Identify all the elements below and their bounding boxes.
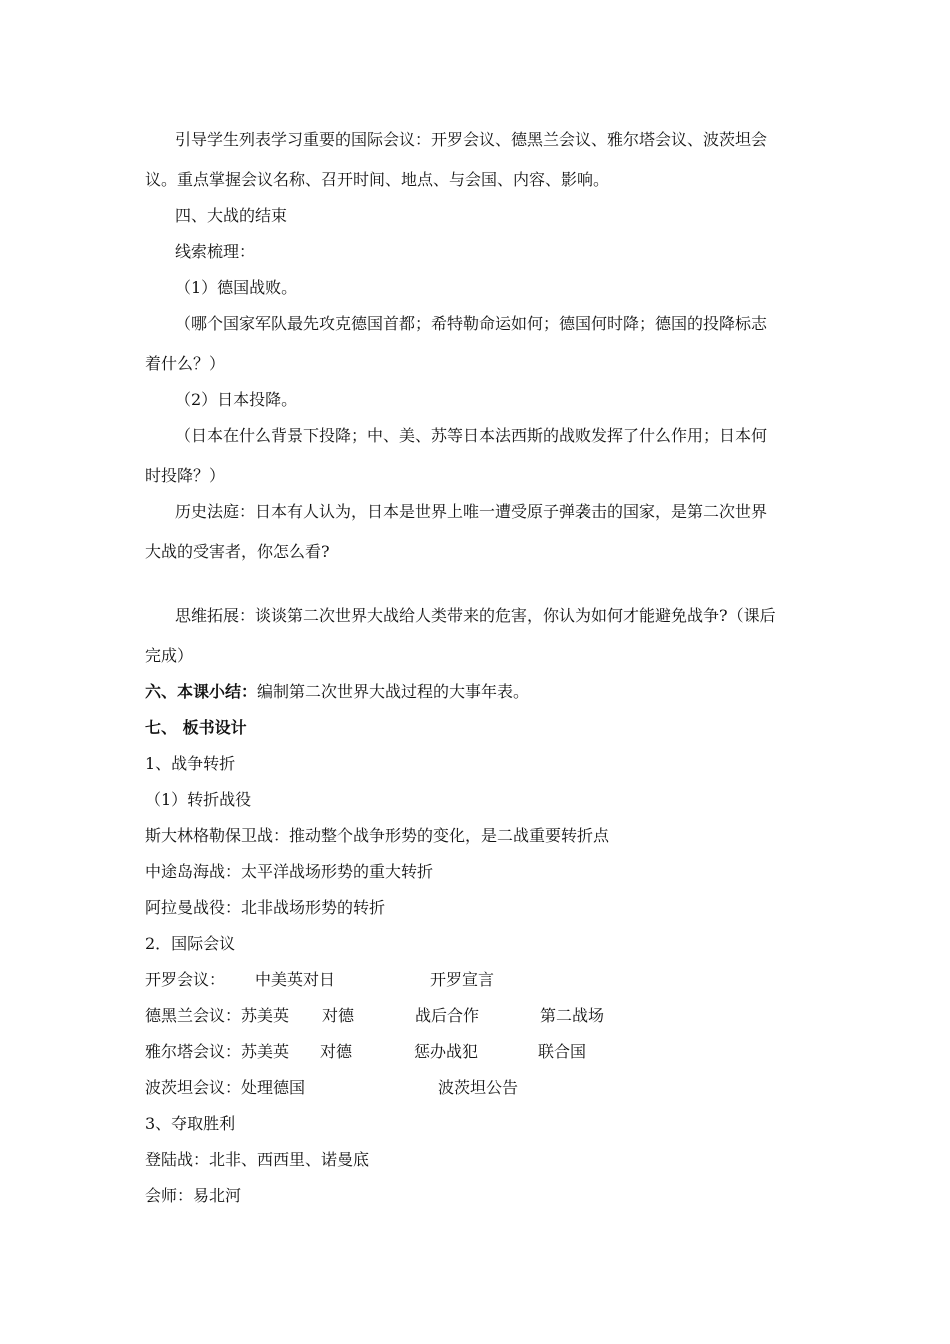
- conference-name: 开罗会议：: [145, 970, 226, 989]
- paragraph-line: 着什么？）: [145, 354, 226, 373]
- conference-cell: 联合国: [538, 1042, 587, 1061]
- paragraph-line: 时投降？）: [145, 466, 226, 485]
- conference-name: 德黑兰会议：苏美英: [145, 1006, 290, 1025]
- board-section-title: 1、战争转折: [145, 754, 236, 773]
- paragraph-line: 思维拓展：谈谈第二次世界大战给人类带来的危害，你认为如何才能避免战争?（课后: [175, 606, 776, 625]
- summary-text: 编制第二次世界大战过程的大事年表。: [257, 682, 530, 701]
- conference-cell: 对德: [322, 1006, 355, 1025]
- summary-heading: 六、本课小结：: [145, 682, 258, 701]
- paragraph-line: 历史法庭：日本有人认为，日本是世界上唯一遭受原子弹袭击的国家，是第二次世界: [175, 502, 768, 521]
- paragraph-line: 大战的受害者，你怎么看?: [145, 542, 330, 561]
- conference-cell: 惩办战犯: [414, 1042, 479, 1061]
- conference-cell: 中美英对日: [255, 970, 336, 989]
- conference-name: 波茨坦会议：处理德国: [145, 1078, 306, 1097]
- section-heading: 四、大战的结束: [175, 206, 288, 225]
- board-item: 登陆战：北非、西西里、诺曼底: [145, 1150, 370, 1169]
- board-item: 斯大林格勒保卫战：推动整个战争形势的变化，是二战重要转折点: [145, 826, 610, 845]
- paragraph-line: 线索梳理：: [175, 242, 256, 261]
- board-heading: 七、 板书设计: [145, 718, 247, 737]
- summary-line: [145, 682, 529, 702]
- board-item: 中途岛海战：太平洋战场形势的重大转折: [145, 862, 434, 881]
- conference-name: 雅尔塔会议：苏美英: [145, 1042, 290, 1061]
- paragraph-line: （哪个国家军队最先攻克德国首都；希特勒命运如何；德国何时降；德国的投降标志: [175, 314, 768, 333]
- paragraph-line: 引导学生列表学习重要的国际会议：开罗会议、德黑兰会议、雅尔塔会议、波茨坦会: [175, 130, 768, 149]
- board-section-title: 3、夺取胜利: [145, 1114, 236, 1133]
- board-item: 会师：易北河: [145, 1186, 242, 1205]
- conference-cell: 战后合作: [415, 1006, 480, 1025]
- conference-cell: 开罗宣言: [430, 970, 495, 989]
- paragraph-line: 议。重点掌握会议名称、召开时间、地点、与会国、内容、影响。: [145, 170, 610, 189]
- paragraph-line: 完成）: [145, 646, 194, 665]
- paragraph-line: （日本在什么背景下投降；中、美、苏等日本法西斯的战败发挥了什么作用；日本何: [175, 426, 768, 445]
- board-subtitle: （1）转折战役: [145, 790, 252, 809]
- board-section-title: 2．国际会议: [145, 934, 236, 953]
- board-item: 阿拉曼战役：北非战场形势的转折: [145, 898, 386, 917]
- paragraph-line: （1）德国战败。: [175, 278, 298, 297]
- conference-cell: 波茨坦公告: [438, 1078, 519, 1097]
- conference-cell: 第二战场: [540, 1006, 605, 1025]
- conference-cell: 对德: [320, 1042, 353, 1061]
- paragraph-line: （2）日本投降。: [175, 390, 298, 409]
